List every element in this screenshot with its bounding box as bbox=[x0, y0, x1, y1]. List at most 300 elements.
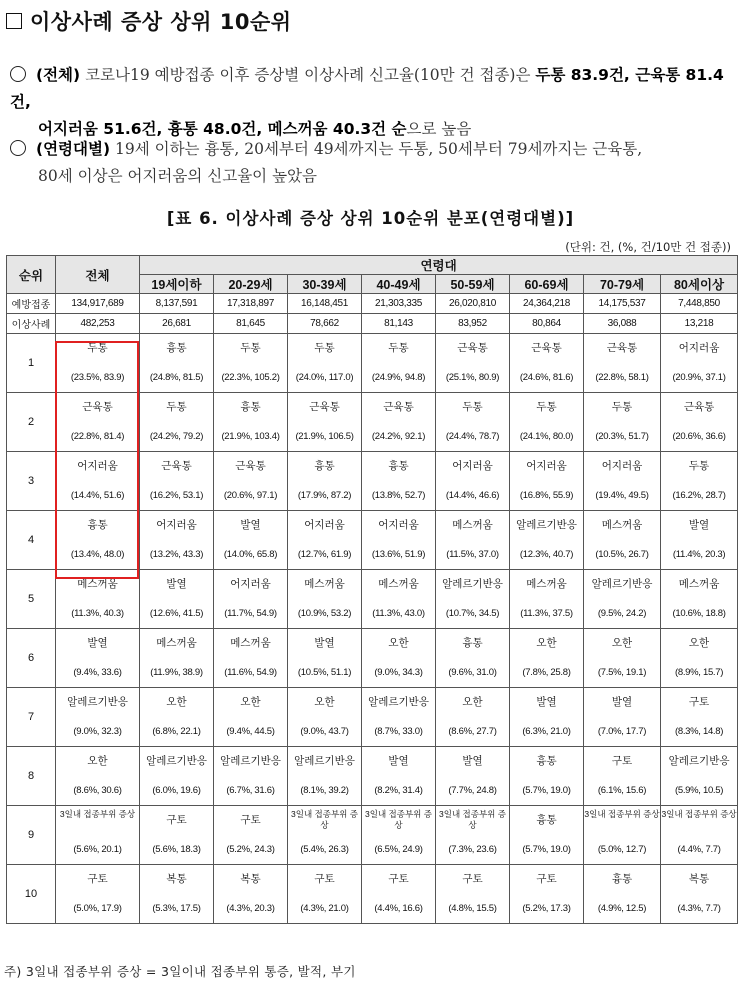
symptom-name: 발열 bbox=[611, 696, 633, 708]
para-text: 19세 이하는 흉통, 20세부터 49세까지는 두통, 50세부터 79세까지는 근육통, bbox=[110, 140, 643, 158]
symptom-name: 오한 bbox=[240, 696, 261, 708]
symptom-cell bbox=[661, 629, 738, 688]
symptom-cell bbox=[140, 688, 214, 747]
symptom-rate: (8.3%, 14.8) bbox=[674, 726, 724, 737]
symptom-cell bbox=[584, 334, 661, 393]
adverse-row bbox=[7, 314, 738, 334]
header-age-group: 19세이하 bbox=[140, 275, 214, 294]
para-bold: 두통 83.9건, 근육통 81.4건, bbox=[10, 66, 724, 111]
symptom-name: 알레르기반응 bbox=[591, 578, 653, 590]
row-label: 이상사례 bbox=[7, 314, 56, 334]
symptom-name: 발열 bbox=[240, 519, 261, 531]
symptom-rate: (6.7%, 31.6) bbox=[226, 785, 275, 796]
symptom-cell bbox=[436, 452, 510, 511]
symptom-cell bbox=[288, 511, 362, 570]
summary-paragraph-age bbox=[10, 136, 642, 190]
symptom-rate: (8.1%, 39.2) bbox=[300, 785, 349, 796]
symptom-rate: (16.2%, 28.7) bbox=[672, 490, 726, 501]
symptom-cell bbox=[140, 511, 214, 570]
symptom-rate: (19.4%, 49.5) bbox=[595, 490, 649, 501]
symptom-cell bbox=[362, 393, 436, 452]
symptom-name: 구토 bbox=[611, 755, 633, 767]
symptom-cell bbox=[214, 393, 288, 452]
symptom-name: 두통 bbox=[314, 342, 335, 354]
symptom-rate: (11.3%, 37.5) bbox=[520, 608, 573, 619]
table-unit: (단위: 건, (%, 건/10만 건 접종)) bbox=[565, 240, 731, 254]
symptom-cell bbox=[436, 393, 510, 452]
symptom-cell bbox=[584, 511, 661, 570]
symptom-rate: (11.7%, 54.9) bbox=[224, 608, 277, 619]
symptom-cell bbox=[510, 393, 584, 452]
symptom-rate: (21.9%, 106.5) bbox=[295, 431, 354, 442]
symptom-cell bbox=[56, 747, 140, 806]
symptom-rate: (20.6%, 97.1) bbox=[223, 490, 278, 501]
symptom-cell bbox=[56, 865, 140, 924]
symptom-name: 알레르기반응 bbox=[67, 696, 128, 708]
para-text: 80세 이상은 어지러움의 신고율이 높았음 bbox=[38, 167, 318, 185]
symptom-name: 메스꺼움 bbox=[230, 637, 271, 649]
symptom-rate: (12.6%, 41.5) bbox=[149, 608, 204, 619]
symptom-name: 구토 bbox=[462, 873, 483, 885]
symptom-rate: (6.1%, 15.6) bbox=[597, 785, 647, 796]
symptom-rate: (20.3%, 51.7) bbox=[595, 431, 649, 442]
symptom-rate: (8.2%, 31.4) bbox=[374, 785, 423, 796]
symptom-rate: (4.8%, 15.5) bbox=[448, 903, 497, 914]
symptom-cell bbox=[510, 570, 584, 629]
symptom-rate: (5.0%, 12.7) bbox=[597, 844, 647, 855]
count-cell: 36,088 bbox=[584, 314, 661, 334]
symptom-cell bbox=[584, 570, 661, 629]
symptom-cell bbox=[436, 334, 510, 393]
symptom-cell bbox=[362, 629, 436, 688]
symptom-cell bbox=[56, 570, 140, 629]
symptom-cell bbox=[584, 747, 661, 806]
symptom-rate: (11.4%, 20.3) bbox=[672, 549, 726, 560]
symptom-rate: (24.8%, 81.5) bbox=[149, 372, 204, 383]
symptom-cell bbox=[214, 570, 288, 629]
symptom-rate: (6.5%, 24.9) bbox=[374, 844, 423, 855]
symptom-rate: (9.4%, 44.5) bbox=[226, 726, 275, 737]
symptom-cell bbox=[140, 393, 214, 452]
symptom-name: 오한 bbox=[388, 637, 409, 649]
symptom-rate: (4.9%, 12.5) bbox=[597, 903, 647, 914]
symptom-cell bbox=[362, 747, 436, 806]
symptom-rate: (25.1%, 80.9) bbox=[445, 372, 500, 383]
symptom-rate: (23.5%, 83.9) bbox=[70, 372, 125, 383]
symptom-rate: (11.3%, 43.0) bbox=[372, 608, 425, 619]
symptom-cell bbox=[510, 334, 584, 393]
symptom-cell bbox=[584, 865, 661, 924]
count-cell: 78,662 bbox=[288, 314, 362, 334]
symptom-name: 근육통 bbox=[82, 401, 113, 413]
symptom-name: 오한 bbox=[536, 637, 557, 649]
rank-cell: 8 bbox=[7, 747, 56, 806]
symptom-rate: (5.0%, 17.9) bbox=[73, 903, 122, 914]
symptom-cell bbox=[510, 511, 584, 570]
symptom-rate: (24.4%, 78.7) bbox=[445, 431, 500, 442]
symptom-name: 알레르기반응 bbox=[368, 696, 429, 708]
symptom-rate: (8.9%, 15.7) bbox=[674, 667, 724, 678]
para-text: 으로 높음 bbox=[406, 120, 472, 138]
symptom-name: 3일내 접종부위 증상 bbox=[59, 809, 136, 819]
symptom-rate: (5.2%, 24.3) bbox=[226, 844, 275, 855]
summary-paragraph-total bbox=[10, 62, 741, 143]
symptom-cell bbox=[510, 629, 584, 688]
symptom-name: 알레르기반응 bbox=[294, 755, 355, 767]
symptom-name: 두통 bbox=[87, 342, 108, 354]
symptom-rate: (6.0%, 19.6) bbox=[152, 785, 201, 796]
header-age-group: 60-69세 bbox=[510, 275, 584, 294]
symptom-cell bbox=[56, 334, 140, 393]
symptom-name: 두통 bbox=[240, 342, 261, 354]
symptom-name: 3일내 접종부위 증상 bbox=[584, 809, 660, 819]
symptom-cell bbox=[288, 806, 362, 865]
symptom-cell bbox=[362, 334, 436, 393]
header-age-group: 80세이상 bbox=[661, 275, 738, 294]
symptom-cell bbox=[661, 511, 738, 570]
symptom-cell bbox=[214, 334, 288, 393]
symptom-cell bbox=[140, 747, 214, 806]
rank-row bbox=[7, 865, 738, 924]
count-cell: 81,645 bbox=[214, 314, 288, 334]
rank-row bbox=[7, 570, 738, 629]
symptom-name: 구토 bbox=[388, 873, 409, 885]
symptom-cell bbox=[661, 452, 738, 511]
symptom-cell bbox=[214, 511, 288, 570]
symptom-rate: (4.3%, 21.0) bbox=[300, 903, 349, 914]
header-age-group: 50-59세 bbox=[436, 275, 510, 294]
row-label: 예방접종 bbox=[7, 294, 56, 314]
header-agegroup: 연령대 bbox=[140, 256, 738, 275]
symptom-cell bbox=[56, 806, 140, 865]
section-title: 이상사례 증상 상위 10순위 bbox=[30, 10, 292, 34]
para-tag: (전체) bbox=[36, 66, 81, 84]
symptom-rate: (11.9%, 38.9) bbox=[150, 667, 203, 678]
symptom-cell bbox=[288, 747, 362, 806]
symptom-name: 3일내 접종부위 증상 bbox=[291, 809, 358, 830]
symptom-cell bbox=[56, 511, 140, 570]
symptom-rate: (9.0%, 32.3) bbox=[73, 726, 122, 737]
circle-bullet-icon bbox=[10, 140, 26, 156]
symptom-name: 메스꺼움 bbox=[601, 519, 643, 531]
header-age-group: 70-79세 bbox=[584, 275, 661, 294]
symptom-rate: (5.7%, 19.0) bbox=[522, 844, 571, 855]
symptom-cell bbox=[288, 452, 362, 511]
symptom-name: 오한 bbox=[688, 637, 710, 649]
symptom-name: 오한 bbox=[462, 696, 483, 708]
symptom-rate: (5.2%, 17.3) bbox=[522, 903, 571, 914]
symptom-name: 메스꺼움 bbox=[156, 637, 197, 649]
symptom-name: 두통 bbox=[688, 460, 710, 472]
symptom-rate: (7.3%, 23.6) bbox=[448, 844, 497, 855]
symptom-rate: (14.0%, 65.8) bbox=[223, 549, 278, 560]
symptom-name: 알레르기반응 bbox=[220, 755, 281, 767]
symptom-cell bbox=[584, 393, 661, 452]
symptom-rate: (5.7%, 19.0) bbox=[522, 785, 571, 796]
symptom-cell bbox=[140, 806, 214, 865]
symptom-name: 메스꺼움 bbox=[678, 578, 720, 590]
circle-bullet-icon bbox=[10, 66, 26, 82]
symptom-name: 근육통 bbox=[235, 460, 266, 472]
symptom-rate: (24.0%, 117.0) bbox=[295, 372, 354, 383]
symptom-name: 어지러움 bbox=[156, 519, 197, 531]
symptom-name: 두통 bbox=[611, 401, 633, 413]
symptom-cell bbox=[214, 452, 288, 511]
symptom-cell bbox=[510, 688, 584, 747]
symptom-rate: (10.7%, 34.5) bbox=[445, 608, 500, 619]
symptom-rate: (11.5%, 37.0) bbox=[446, 549, 499, 560]
count-cell: 14,175,537 bbox=[584, 294, 661, 314]
count-cell: 80,864 bbox=[510, 314, 584, 334]
rank-cell: 3 bbox=[7, 452, 56, 511]
symptom-name: 어지러움 bbox=[304, 519, 345, 531]
symptom-rate: (22.3%, 105.2) bbox=[221, 372, 280, 383]
symptom-name: 발열 bbox=[388, 755, 409, 767]
header-age-group: 20-29세 bbox=[214, 275, 288, 294]
symptom-rate: (10.6%, 18.8) bbox=[672, 608, 726, 619]
symptom-cell bbox=[584, 806, 661, 865]
symptom-name: 어지러움 bbox=[526, 460, 567, 472]
symptom-cell bbox=[288, 688, 362, 747]
symptom-name: 흉통 bbox=[87, 519, 108, 531]
symptom-rate: (7.7%, 24.8) bbox=[448, 785, 497, 796]
symptom-rate: (14.4%, 46.6) bbox=[445, 490, 500, 501]
symptom-name: 알레르기반응 bbox=[442, 578, 503, 590]
symptom-name: 구토 bbox=[688, 696, 710, 708]
symptom-name: 3일내 접종부위 증상 bbox=[365, 809, 432, 830]
symptom-name: 흉통 bbox=[462, 637, 483, 649]
symptom-cell bbox=[362, 806, 436, 865]
count-cell: 26,020,810 bbox=[436, 294, 510, 314]
symptom-name: 발열 bbox=[166, 578, 187, 590]
symptom-cell bbox=[56, 688, 140, 747]
symptom-rate: (5.9%, 10.5) bbox=[674, 785, 724, 796]
symptom-name: 두통 bbox=[462, 401, 483, 413]
symptom-rate: (10.5%, 26.7) bbox=[595, 549, 649, 560]
symptom-cell bbox=[661, 865, 738, 924]
symptom-rate: (20.6%, 36.6) bbox=[672, 431, 726, 442]
vaccinated-row bbox=[7, 294, 738, 314]
symptom-cell bbox=[661, 747, 738, 806]
symptom-rate: (4.4%, 7.7) bbox=[677, 844, 721, 855]
symptom-name: 구토 bbox=[240, 814, 261, 826]
count-cell: 83,952 bbox=[436, 314, 510, 334]
rank-cell: 6 bbox=[7, 629, 56, 688]
symptom-rate: (14.4%, 51.6) bbox=[70, 490, 125, 501]
symptom-name: 근육통 bbox=[383, 401, 414, 413]
rank-cell: 7 bbox=[7, 688, 56, 747]
symptom-cell bbox=[214, 688, 288, 747]
symptom-cell bbox=[436, 806, 510, 865]
symptom-rate: (4.3%, 7.7) bbox=[677, 903, 721, 914]
symptom-name: 메스꺼움 bbox=[452, 519, 493, 531]
symptom-cell bbox=[140, 334, 214, 393]
symptom-name: 어지러움 bbox=[452, 460, 493, 472]
symptom-rate: (11.6%, 54.9) bbox=[224, 667, 277, 678]
header-age-group: 30-39세 bbox=[288, 275, 362, 294]
footnote: 주) 3일내 접종부위 증상 = 3일이내 접종부위 통증, 발적, 부기 bbox=[4, 964, 356, 979]
table-caption: [표 6. 이상사례 증상 상위 10순위 분포(연령대별)] bbox=[166, 209, 575, 228]
symptom-cell bbox=[362, 511, 436, 570]
rank-cell: 1 bbox=[7, 334, 56, 393]
rank-cell: 9 bbox=[7, 806, 56, 865]
para-bold: 어지러움 51.6건, 흉통 48.0건, 메스꺼움 40.3건 순 bbox=[38, 120, 407, 138]
count-cell: 16,148,451 bbox=[288, 294, 362, 314]
count-cell: 134,917,689 bbox=[56, 294, 140, 314]
symptom-cell bbox=[661, 688, 738, 747]
symptom-name: 발열 bbox=[462, 755, 483, 767]
symptom-name: 어지러움 bbox=[601, 460, 643, 472]
symptom-name: 어지러움 bbox=[230, 578, 271, 590]
symptom-name: 구토 bbox=[536, 873, 557, 885]
symptom-rate: (8.6%, 30.6) bbox=[73, 785, 122, 796]
symptom-name: 오한 bbox=[166, 696, 187, 708]
symptom-cell bbox=[362, 452, 436, 511]
count-cell: 21,303,335 bbox=[362, 294, 436, 314]
header-rank: 순위 bbox=[7, 256, 56, 294]
rank-row bbox=[7, 688, 738, 747]
count-cell: 13,218 bbox=[661, 314, 738, 334]
symptom-cell bbox=[584, 629, 661, 688]
symptom-cell bbox=[288, 865, 362, 924]
symptom-name: 구토 bbox=[166, 814, 187, 826]
symptom-rate: (17.9%, 87.2) bbox=[297, 490, 352, 501]
symptom-cell bbox=[436, 570, 510, 629]
symptom-cell bbox=[288, 629, 362, 688]
symptom-rate: (7.5%, 19.1) bbox=[597, 667, 647, 678]
symptom-name: 오한 bbox=[314, 696, 335, 708]
symptom-rate: (5.4%, 26.3) bbox=[300, 844, 349, 855]
symptom-name: 흉통 bbox=[536, 814, 557, 826]
symptom-name: 복통 bbox=[166, 873, 187, 885]
symptom-cell bbox=[288, 334, 362, 393]
symptom-name: 근육통 bbox=[531, 342, 562, 354]
symptom-name: 구토 bbox=[314, 873, 335, 885]
rank-cell: 4 bbox=[7, 511, 56, 570]
symptom-rate: (16.2%, 53.1) bbox=[149, 490, 204, 501]
symptom-rate: (24.6%, 81.6) bbox=[519, 372, 574, 383]
symptom-cell bbox=[510, 747, 584, 806]
symptom-cell bbox=[140, 629, 214, 688]
symptom-cell bbox=[510, 452, 584, 511]
count-cell: 24,364,218 bbox=[510, 294, 584, 314]
symptom-cell bbox=[214, 629, 288, 688]
symptom-name: 흉통 bbox=[611, 873, 633, 885]
symptom-rate: (24.2%, 79.2) bbox=[149, 431, 204, 442]
symptom-rate: (4.4%, 16.6) bbox=[374, 903, 423, 914]
symptom-cell bbox=[661, 570, 738, 629]
symptom-name: 어지러움 bbox=[678, 342, 720, 354]
symptom-name: 흉통 bbox=[314, 460, 335, 472]
symptom-cell bbox=[436, 865, 510, 924]
symptom-cell bbox=[661, 393, 738, 452]
symptom-name: 두통 bbox=[388, 342, 409, 354]
symptom-cell bbox=[510, 865, 584, 924]
symptom-cell bbox=[214, 865, 288, 924]
symptom-name: 근육통 bbox=[161, 460, 192, 472]
symptom-cell bbox=[362, 570, 436, 629]
symptom-name: 근육통 bbox=[457, 342, 488, 354]
symptom-name: 복통 bbox=[240, 873, 261, 885]
symptom-name: 3일내 접종부위 증상 bbox=[439, 809, 506, 830]
symptom-rate: (24.9%, 94.8) bbox=[371, 372, 426, 383]
rank-row bbox=[7, 511, 738, 570]
symptom-rate: (7.0%, 17.7) bbox=[597, 726, 647, 737]
symptom-cell bbox=[584, 452, 661, 511]
symptom-rate: (10.5%, 51.1) bbox=[297, 667, 352, 678]
rank-row bbox=[7, 393, 738, 452]
count-cell: 26,681 bbox=[140, 314, 214, 334]
count-cell: 8,137,591 bbox=[140, 294, 214, 314]
symptom-cell bbox=[661, 806, 738, 865]
symptom-cell bbox=[436, 511, 510, 570]
symptom-cell bbox=[56, 629, 140, 688]
symptom-cell bbox=[510, 806, 584, 865]
symptom-cell bbox=[362, 865, 436, 924]
symptom-cell bbox=[436, 629, 510, 688]
symptom-name: 알레르기반응 bbox=[146, 755, 207, 767]
symptom-rate: (16.8%, 55.9) bbox=[519, 490, 574, 501]
symptom-cell bbox=[56, 393, 140, 452]
rank-cell: 5 bbox=[7, 570, 56, 629]
rank-row bbox=[7, 747, 738, 806]
symptom-name: 근육통 bbox=[309, 401, 340, 413]
symptom-rate: (5.6%, 18.3) bbox=[152, 844, 201, 855]
symptom-name: 어지러움 bbox=[378, 519, 419, 531]
symptom-name: 알레르기반응 bbox=[668, 755, 730, 767]
symptom-cell bbox=[56, 452, 140, 511]
para-text: 코로나19 예방접종 이후 증상별 이상사례 신고율(10만 건 접종)은 bbox=[80, 66, 536, 84]
square-bullet-icon bbox=[6, 13, 22, 29]
symptom-rate: (8.7%, 33.0) bbox=[374, 726, 423, 737]
symptom-name: 알레르기반응 bbox=[516, 519, 577, 531]
symptom-rate: (13.8%, 52.7) bbox=[371, 490, 426, 501]
symptom-rate: (9.5%, 24.2) bbox=[597, 608, 647, 619]
rank-row bbox=[7, 629, 738, 688]
symptom-rate: (20.9%, 37.1) bbox=[672, 372, 726, 383]
section-heading bbox=[6, 6, 292, 36]
symptom-cell bbox=[362, 688, 436, 747]
symptom-rate: (9.0%, 34.3) bbox=[374, 667, 423, 678]
symptom-name: 발열 bbox=[87, 637, 108, 649]
symptom-name: 메스꺼움 bbox=[304, 578, 345, 590]
symptom-rate: (13.2%, 43.3) bbox=[149, 549, 204, 560]
symptom-rate: (9.4%, 33.6) bbox=[73, 667, 122, 678]
symptom-rate: (8.6%, 27.7) bbox=[448, 726, 497, 737]
symptom-rate: (10.9%, 53.2) bbox=[297, 608, 352, 619]
symptom-name: 3일내 접종부위 증상 bbox=[661, 809, 737, 819]
symptom-name: 두통 bbox=[536, 401, 557, 413]
symptom-rate: (24.2%, 92.1) bbox=[371, 431, 426, 442]
symptom-rate: (6.8%, 22.1) bbox=[152, 726, 201, 737]
symptom-rate: (24.1%, 80.0) bbox=[519, 431, 574, 442]
symptom-rate: (5.3%, 17.5) bbox=[152, 903, 201, 914]
symptom-name: 발열 bbox=[536, 696, 557, 708]
symptom-rate: (11.3%, 40.3) bbox=[71, 608, 124, 619]
rank-row bbox=[7, 452, 738, 511]
symptom-name: 오한 bbox=[611, 637, 633, 649]
symptom-name: 흉통 bbox=[240, 401, 261, 413]
symptom-name: 흉통 bbox=[166, 342, 187, 354]
count-cell: 482,253 bbox=[56, 314, 140, 334]
symptom-name: 근육통 bbox=[606, 342, 638, 354]
symptom-cell bbox=[214, 747, 288, 806]
symptom-cell bbox=[140, 570, 214, 629]
symptom-name: 발열 bbox=[688, 519, 710, 531]
symptom-rate: (12.3%, 40.7) bbox=[519, 549, 574, 560]
symptom-rate: (12.7%, 61.9) bbox=[297, 549, 352, 560]
para-tag: (연령대별) bbox=[36, 140, 111, 158]
